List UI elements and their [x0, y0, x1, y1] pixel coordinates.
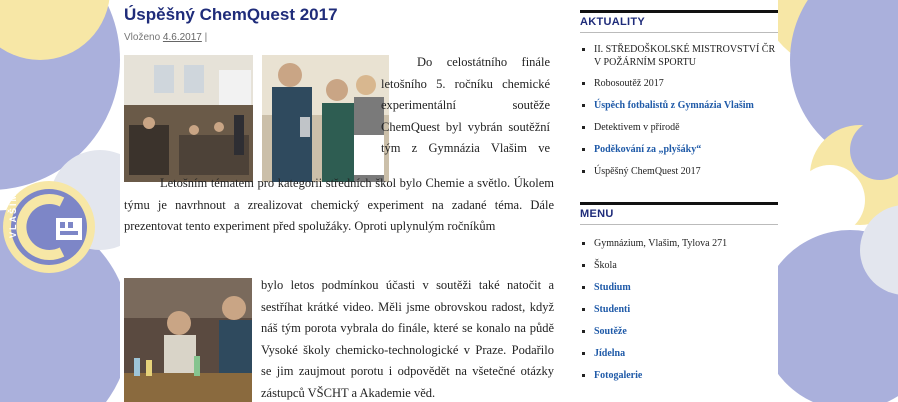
intro-paragraph: Do celostátního finále letošního 5. ročníku chemické experimentální soutěže ChemQuest byl vybrán soutěžní tým z Gymnázia Vlašim ve — [381, 55, 550, 155]
post-meta — [124, 32, 207, 43]
news-item[interactable]: Detektivem v přírodě — [580, 121, 778, 134]
post-title[interactable]: Úspěšný ChemQuest 2017 — [124, 5, 338, 24]
news-item[interactable]: Úspěšný ChemQuest 2017 — [580, 165, 778, 178]
post-date-link[interactable]: 4.6.2017 — [162, 32, 202, 43]
news-item[interactable]: Robosoutěž 2017 — [580, 77, 778, 90]
sidebar — [574, 0, 778, 402]
photo-award-group[interactable] — [262, 55, 389, 182]
menu-list — [580, 237, 778, 382]
news-item[interactable]: II. STŘEDOŠKOLSKÉ MISTROVSTVÍ ČR V POŽÁRNÍM SPORTU — [580, 43, 778, 69]
news-item[interactable]: Poděkování za „plyšáky“ — [580, 143, 778, 156]
school-logo[interactable] — [2, 180, 96, 274]
menu-item-gymnazium[interactable]: Gymnázium, Vlašim, Tylova 271 — [580, 237, 778, 250]
photo-classroom[interactable] — [124, 55, 253, 182]
photo-lab-experiment-visible[interactable] — [124, 278, 252, 402]
aktuality-heading: AKTUALITY — [580, 10, 778, 33]
logo-text: VLAŠIM — [8, 192, 18, 239]
body-paragraph-continued: bylo letos podmínkou účasti v soutěži také natočit a sestříhat krátké video. Měli jsme obrovskou radost, když náš tým porota vybrala do finále, které se konalo na půdě Vysoké školy chemicko-technologické v Praze. Podařilo se jim zaujmout porotu i odpovědět na všetečné otázky zástupců VŠCHT a Akademie věd. — [261, 278, 554, 400]
menu-item-souteze[interactable]: Soutěže — [580, 325, 778, 338]
meta-prefix: Vloženo — [124, 32, 161, 43]
menu-item-jidelna[interactable]: Jídelna — [580, 347, 778, 360]
menu-item-skola[interactable]: Škola — [580, 259, 778, 272]
menu-item-studenti[interactable]: Studenti — [580, 303, 778, 316]
menu-item-studium[interactable]: Studium — [580, 281, 778, 294]
aktuality-list — [580, 43, 778, 178]
menu-heading: MENU — [580, 202, 778, 225]
meta-suffix: | — [204, 32, 208, 43]
menu-item-fotogalerie[interactable]: Fotogalerie — [580, 369, 778, 382]
news-item[interactable]: Úspěch fotbalistů z Gymnázia Vlašim — [580, 99, 778, 112]
body-paragraph: Letošním tématem pro kategorii středních škol bylo Chemie a světlo. Úkolem týmu je navrhnout a zrealizovat chemický experiment na zadané téma. Dále prezentovat tento experiment před spolužáky. Oproti uplynulým ročníkům — [124, 176, 554, 233]
